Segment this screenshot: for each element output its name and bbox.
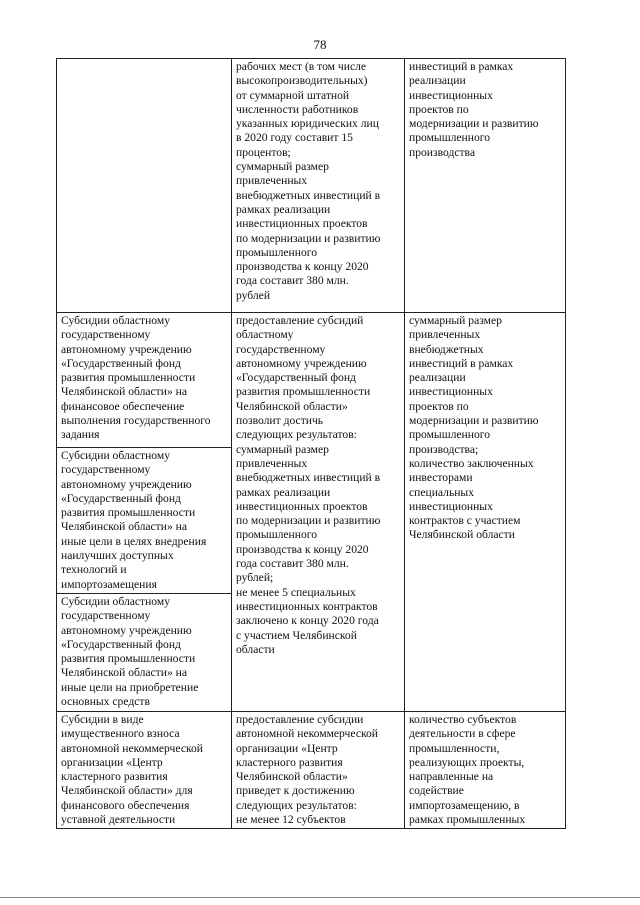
text-line: привлеченных: [236, 174, 308, 188]
text-line: Челябинской области»: [236, 770, 348, 784]
page-number: 78: [313, 37, 327, 52]
text-line: «Государственный фонд: [61, 491, 181, 505]
text-line: кластерного развития: [236, 755, 343, 769]
text-line: Челябинской области» на: [61, 666, 187, 680]
text-line: предоставление субсидий: [236, 314, 364, 327]
text-line: суммарный размер: [236, 160, 329, 174]
text-line: численности работников: [236, 102, 359, 116]
text-line: следующих результатов:: [236, 428, 357, 442]
text-line: выполнения государственного: [61, 414, 211, 428]
text-line: автономному учреждению: [61, 623, 192, 637]
text-line: промышленного: [236, 245, 318, 259]
text-line: организации «Центр: [236, 741, 338, 755]
text-line: развития промышленности: [61, 371, 196, 385]
text-line: промышленного: [236, 528, 318, 542]
text-line: области: [236, 642, 275, 656]
text-line: организации «Центр: [61, 755, 163, 769]
text-line: производства к концу 2020: [236, 542, 369, 556]
text-line: деятельности в сфере: [409, 727, 516, 741]
text-line: следующих результатов:: [236, 798, 357, 812]
text-line: производства к концу 2020: [236, 260, 369, 274]
text-line: финансового обеспечения: [61, 798, 190, 812]
text-line: импортозамещению, в: [409, 798, 520, 812]
text-line: предоставление субсидии: [236, 713, 364, 726]
text-line: рамках промышленных: [409, 813, 526, 827]
text-line: процентов;: [236, 145, 291, 159]
text-line: Челябинской области» на: [61, 520, 187, 534]
text-line: реализации: [409, 371, 466, 385]
text-line: количество заключенных: [409, 456, 534, 470]
text-line: с участием Челябинской: [236, 628, 357, 642]
text-line: инвестиционных: [409, 499, 493, 513]
text-line: автономному учреждению: [236, 356, 367, 370]
table-row: [57, 313, 566, 448]
text-line: импортозамещения: [61, 577, 157, 591]
text-line: рабочих мест (в том числе: [236, 60, 367, 73]
table-row: [57, 712, 566, 829]
text-line: «Государственный фонд: [61, 356, 181, 370]
text-line: государственному: [61, 609, 151, 623]
text-line: года составит 380 млн.: [236, 274, 349, 288]
text-line: инвесторами: [409, 471, 473, 485]
text-line: приведет к достижению: [236, 784, 355, 798]
text-line: технологий и: [61, 563, 127, 577]
text-line: Челябинской области» для: [61, 784, 193, 798]
text-line: внебюджетных инвестиций в: [236, 471, 381, 485]
cell-indicators: [405, 712, 566, 829]
cell-subsidy-name: [57, 59, 232, 313]
text-line: не менее 12 субъектов: [236, 813, 346, 827]
text-line: Челябинской области»: [236, 399, 348, 413]
text-line: задания: [61, 428, 100, 442]
text-line: в 2020 году составит 15: [236, 131, 353, 145]
text-line: инвестиционных контрактов: [236, 599, 378, 613]
cell-subsidy-name: [57, 712, 232, 829]
text-line: автономному учреждению: [61, 477, 192, 491]
text-line: рамках реализации: [236, 202, 331, 216]
text-line: инвестиционных: [409, 385, 493, 399]
text-line: количество субъектов: [409, 713, 517, 726]
text-line: реализующих проекты,: [409, 755, 525, 769]
text-line: позволит достичь: [236, 414, 324, 428]
text-line: инвестиций в рамках: [409, 356, 514, 370]
text-line: промышленности,: [409, 741, 500, 755]
text-line: Челябинской области» на: [61, 385, 187, 399]
text-line: Субсидии областному: [61, 314, 171, 327]
text-line: развития промышленности: [61, 506, 196, 520]
text-line: не менее 5 специальных: [236, 585, 356, 599]
text-line: государственному: [236, 342, 326, 356]
text-line: автономной некоммерческой: [61, 741, 204, 755]
text-line: проектов по: [409, 102, 469, 116]
text-line: государственному: [61, 463, 151, 477]
text-line: имущественного взноса: [61, 727, 180, 741]
cell-expected-results: [232, 313, 405, 712]
text-line: инвестиций в рамках: [409, 60, 514, 73]
text-line: высокопроизводительных): [236, 74, 368, 88]
text-line: проектов по: [409, 399, 469, 413]
cell-subsidy-name: [57, 594, 232, 712]
text-line: внебюджетных: [409, 342, 484, 356]
text-line: производства: [409, 145, 476, 159]
text-line: привлеченных: [409, 328, 481, 342]
text-line: Челябинской области: [409, 528, 515, 542]
text-line: реализации: [409, 74, 466, 88]
text-line: промышленного: [409, 131, 491, 145]
text-line: Субсидии областному: [61, 595, 171, 608]
text-line: рамках реализации: [236, 485, 331, 499]
text-line: содействие: [409, 784, 464, 798]
page-bottom-rule: [0, 897, 640, 898]
text-line: кластерного развития: [61, 770, 168, 784]
text-line: года составит 380 млн.: [236, 557, 349, 571]
cell-indicators: [405, 59, 566, 313]
text-line: основных средств: [61, 695, 150, 709]
text-line: уставной деятельности: [61, 813, 176, 827]
cell-expected-results: [232, 59, 405, 313]
text-line: «Государственный фонд: [61, 637, 181, 651]
text-line: развития промышленности: [61, 652, 196, 666]
text-line: Субсидии областному: [61, 449, 171, 462]
cell-expected-results: [232, 712, 405, 829]
text-line: модернизации и развитию: [409, 414, 539, 428]
text-line: заключено к концу 2020 года: [236, 614, 379, 628]
text-line: по модернизации и развитию: [236, 231, 381, 245]
text-line: государственному: [61, 328, 151, 342]
text-line: рублей;: [236, 571, 274, 585]
table-row: [57, 59, 566, 313]
cell-subsidy-name: [57, 448, 232, 594]
text-line: «Государственный фонд: [236, 371, 356, 385]
text-line: иные цели на приобретение: [61, 680, 199, 694]
text-line: внебюджетных инвестиций в: [236, 188, 381, 202]
text-line: инвестиционных проектов: [236, 499, 368, 513]
program-table: [56, 58, 566, 829]
text-line: суммарный размер: [236, 442, 329, 456]
text-line: рублей: [236, 288, 271, 302]
cell-subsidy-name: [57, 313, 232, 448]
text-line: финансовое обеспечение: [61, 399, 185, 413]
text-line: промышленного: [409, 428, 491, 442]
text-line: автономному учреждению: [61, 342, 192, 356]
text-line: автономной некоммерческой: [236, 727, 379, 741]
text-line: направленные на: [409, 770, 494, 784]
text-line: от суммарной штатной: [236, 88, 350, 102]
text-line: привлеченных: [236, 456, 308, 470]
text-line: инвестиционных: [409, 88, 493, 102]
text-line: инвестиционных проектов: [236, 217, 368, 231]
text-line: по модернизации и развитию: [236, 514, 381, 528]
text-line: наилучших доступных: [61, 549, 174, 563]
text-line: суммарный размер: [409, 314, 502, 327]
text-line: иные цели в целях внедрения: [61, 534, 207, 548]
text-line: развития промышленности: [236, 385, 371, 399]
text-line: Субсидии в виде: [61, 713, 144, 726]
text-line: производства;: [409, 442, 479, 456]
text-line: областному: [236, 328, 294, 342]
text-line: модернизации и развитию: [409, 117, 539, 131]
cell-indicators: [405, 313, 566, 712]
text-line: указанных юридических лиц: [236, 117, 379, 131]
text-line: контрактов с участием: [409, 514, 521, 528]
text-line: специальных: [409, 485, 475, 499]
